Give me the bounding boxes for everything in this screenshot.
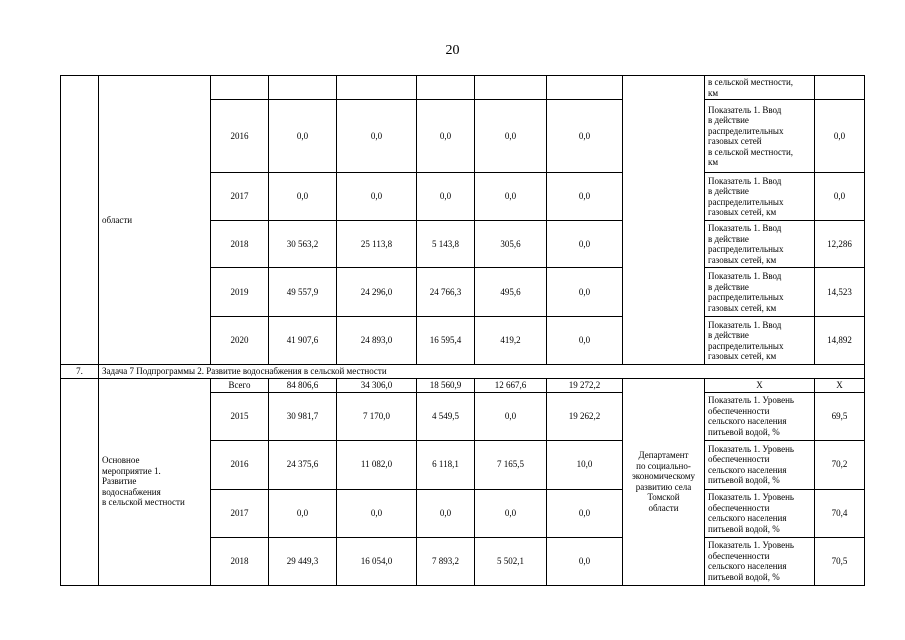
value-cell: 0,0 (475, 173, 547, 221)
program-table (60, 75, 865, 586)
year-cell: 2016 (211, 100, 269, 173)
indicator-cell: Показатель 1. Ввод в действие распределительных газовых сетей, км (705, 173, 815, 221)
value-cell: 24 296,0 (337, 268, 417, 317)
section-number: 7. (61, 365, 99, 379)
top-label-tail: области (99, 76, 211, 365)
year-cell: 2018 (211, 537, 269, 585)
empty-number-cell (61, 378, 99, 585)
indicator-cell: Показатель 1. Ввод в действие распределительных газовых сетей, км (705, 317, 815, 365)
x-mark: X (815, 378, 865, 392)
value-cell: 10,0 (547, 440, 623, 489)
value-cell: 0,0 (417, 489, 475, 537)
value-cell: 0,0 (337, 100, 417, 173)
value-cell: 6 118,1 (417, 440, 475, 489)
value-cell: 4 549,5 (417, 392, 475, 440)
year-cell: 2017 (211, 173, 269, 221)
indicator-cell: Показатель 1. Уровень обеспеченности сельского населения питьевой водой, % (705, 440, 815, 489)
indicator-value: 0,0 (815, 173, 865, 221)
event-label: Основное мероприятие 1. Развитие водоснабжения в сельской местности (99, 378, 211, 585)
total-label: Всего (211, 378, 269, 392)
top-department-cell (623, 76, 705, 365)
value-cell: 30 981,7 (269, 392, 337, 440)
indicator-value: 70,5 (815, 537, 865, 585)
value-cell: 24 766,3 (417, 268, 475, 317)
value-cell: 0,0 (547, 100, 623, 173)
value-cell: 0,0 (475, 392, 547, 440)
indicator-cell: Показатель 1. Ввод в действие распределительных газовых сетей, км (705, 221, 815, 268)
indicator-cell: Показатель 1. Ввод в действие распределительных газовых сетей, км (705, 268, 815, 317)
indicator-value: 0,0 (815, 100, 865, 173)
value-cell: 5 143,8 (417, 221, 475, 268)
value-cell: 0,0 (337, 489, 417, 537)
value-cell: 16 595,4 (417, 317, 475, 365)
value-cell: 5 502,1 (475, 537, 547, 585)
value-cell: 7 893,2 (417, 537, 475, 585)
value-cell: 419,2 (475, 317, 547, 365)
value-cell: 0,0 (547, 221, 623, 268)
value-cell: 0,0 (269, 173, 337, 221)
indicator-cell: в сельской местности, км (705, 76, 815, 100)
value-cell: 41 907,6 (269, 317, 337, 365)
value-cell: 7 170,0 (337, 392, 417, 440)
section-7-header-row (61, 365, 865, 379)
value-cell: 12 667,6 (475, 378, 547, 392)
value-cell: 25 113,8 (337, 221, 417, 268)
year-cell: 2019 (211, 268, 269, 317)
indicator-value: 70,2 (815, 440, 865, 489)
value-cell: 0,0 (475, 489, 547, 537)
indicator-value: 70,4 (815, 489, 865, 537)
x-mark: X (705, 378, 815, 392)
year-cell: 2017 (211, 489, 269, 537)
indicator-cell: Показатель 1. Уровень обеспеченности сельского населения питьевой водой, % (705, 537, 815, 585)
value-cell: 29 449,3 (269, 537, 337, 585)
year-cell: 2018 (211, 221, 269, 268)
indicator-value: 14,892 (815, 317, 865, 365)
value-cell: 49 557,9 (269, 268, 337, 317)
value-cell: 0,0 (417, 173, 475, 221)
value-cell: 0,0 (475, 100, 547, 173)
value-cell: 305,6 (475, 221, 547, 268)
value-cell: 0,0 (337, 173, 417, 221)
indicator-value: 69,5 (815, 392, 865, 440)
year-cell: 2020 (211, 317, 269, 365)
value-cell: 30 563,2 (269, 221, 337, 268)
year-cell: 2016 (211, 440, 269, 489)
indicator-value: 14,523 (815, 268, 865, 317)
value-cell: 7 165,5 (475, 440, 547, 489)
value-cell: 19 262,2 (547, 392, 623, 440)
top-continuation-row (61, 76, 865, 100)
page-number: 20 (445, 43, 460, 58)
indicator-cell: Показатель 1. Уровень обеспеченности сельского населения питьевой водой, % (705, 489, 815, 537)
section-7-total-row (61, 378, 865, 392)
indicator-value: 12,286 (815, 221, 865, 268)
value-cell: 24 375,6 (269, 440, 337, 489)
value-cell: 24 893,0 (337, 317, 417, 365)
year-cell: 2015 (211, 392, 269, 440)
value-cell: 0,0 (269, 100, 337, 173)
value-cell: 16 054,0 (337, 537, 417, 585)
value-cell: 0,0 (547, 317, 623, 365)
section-title: Задача 7 Подпрограммы 2. Развитие водоснабжения в сельской местности (99, 365, 865, 379)
indicator-cell: Показатель 1. Уровень обеспеченности сельского населения питьевой водой, % (705, 392, 815, 440)
value-cell: 84 806,6 (269, 378, 337, 392)
value-cell: 0,0 (547, 489, 623, 537)
value-cell: 0,0 (417, 100, 475, 173)
value-cell: 0,0 (269, 489, 337, 537)
value-cell: 34 306,0 (337, 378, 417, 392)
value-cell: 495,6 (475, 268, 547, 317)
value-cell: 19 272,2 (547, 378, 623, 392)
empty-number-cell (61, 76, 99, 365)
value-cell: 0,0 (547, 268, 623, 317)
value-cell: 18 560,9 (417, 378, 475, 392)
value-cell: 0,0 (547, 537, 623, 585)
value-cell: 0,0 (547, 173, 623, 221)
indicator-cell: Показатель 1. Ввод в действие распределительных газовых сетей в сельской местности, км (705, 100, 815, 173)
department-cell: Департамент по социально- экономическому развитию села Томской области (623, 378, 705, 585)
value-cell: 11 082,0 (337, 440, 417, 489)
